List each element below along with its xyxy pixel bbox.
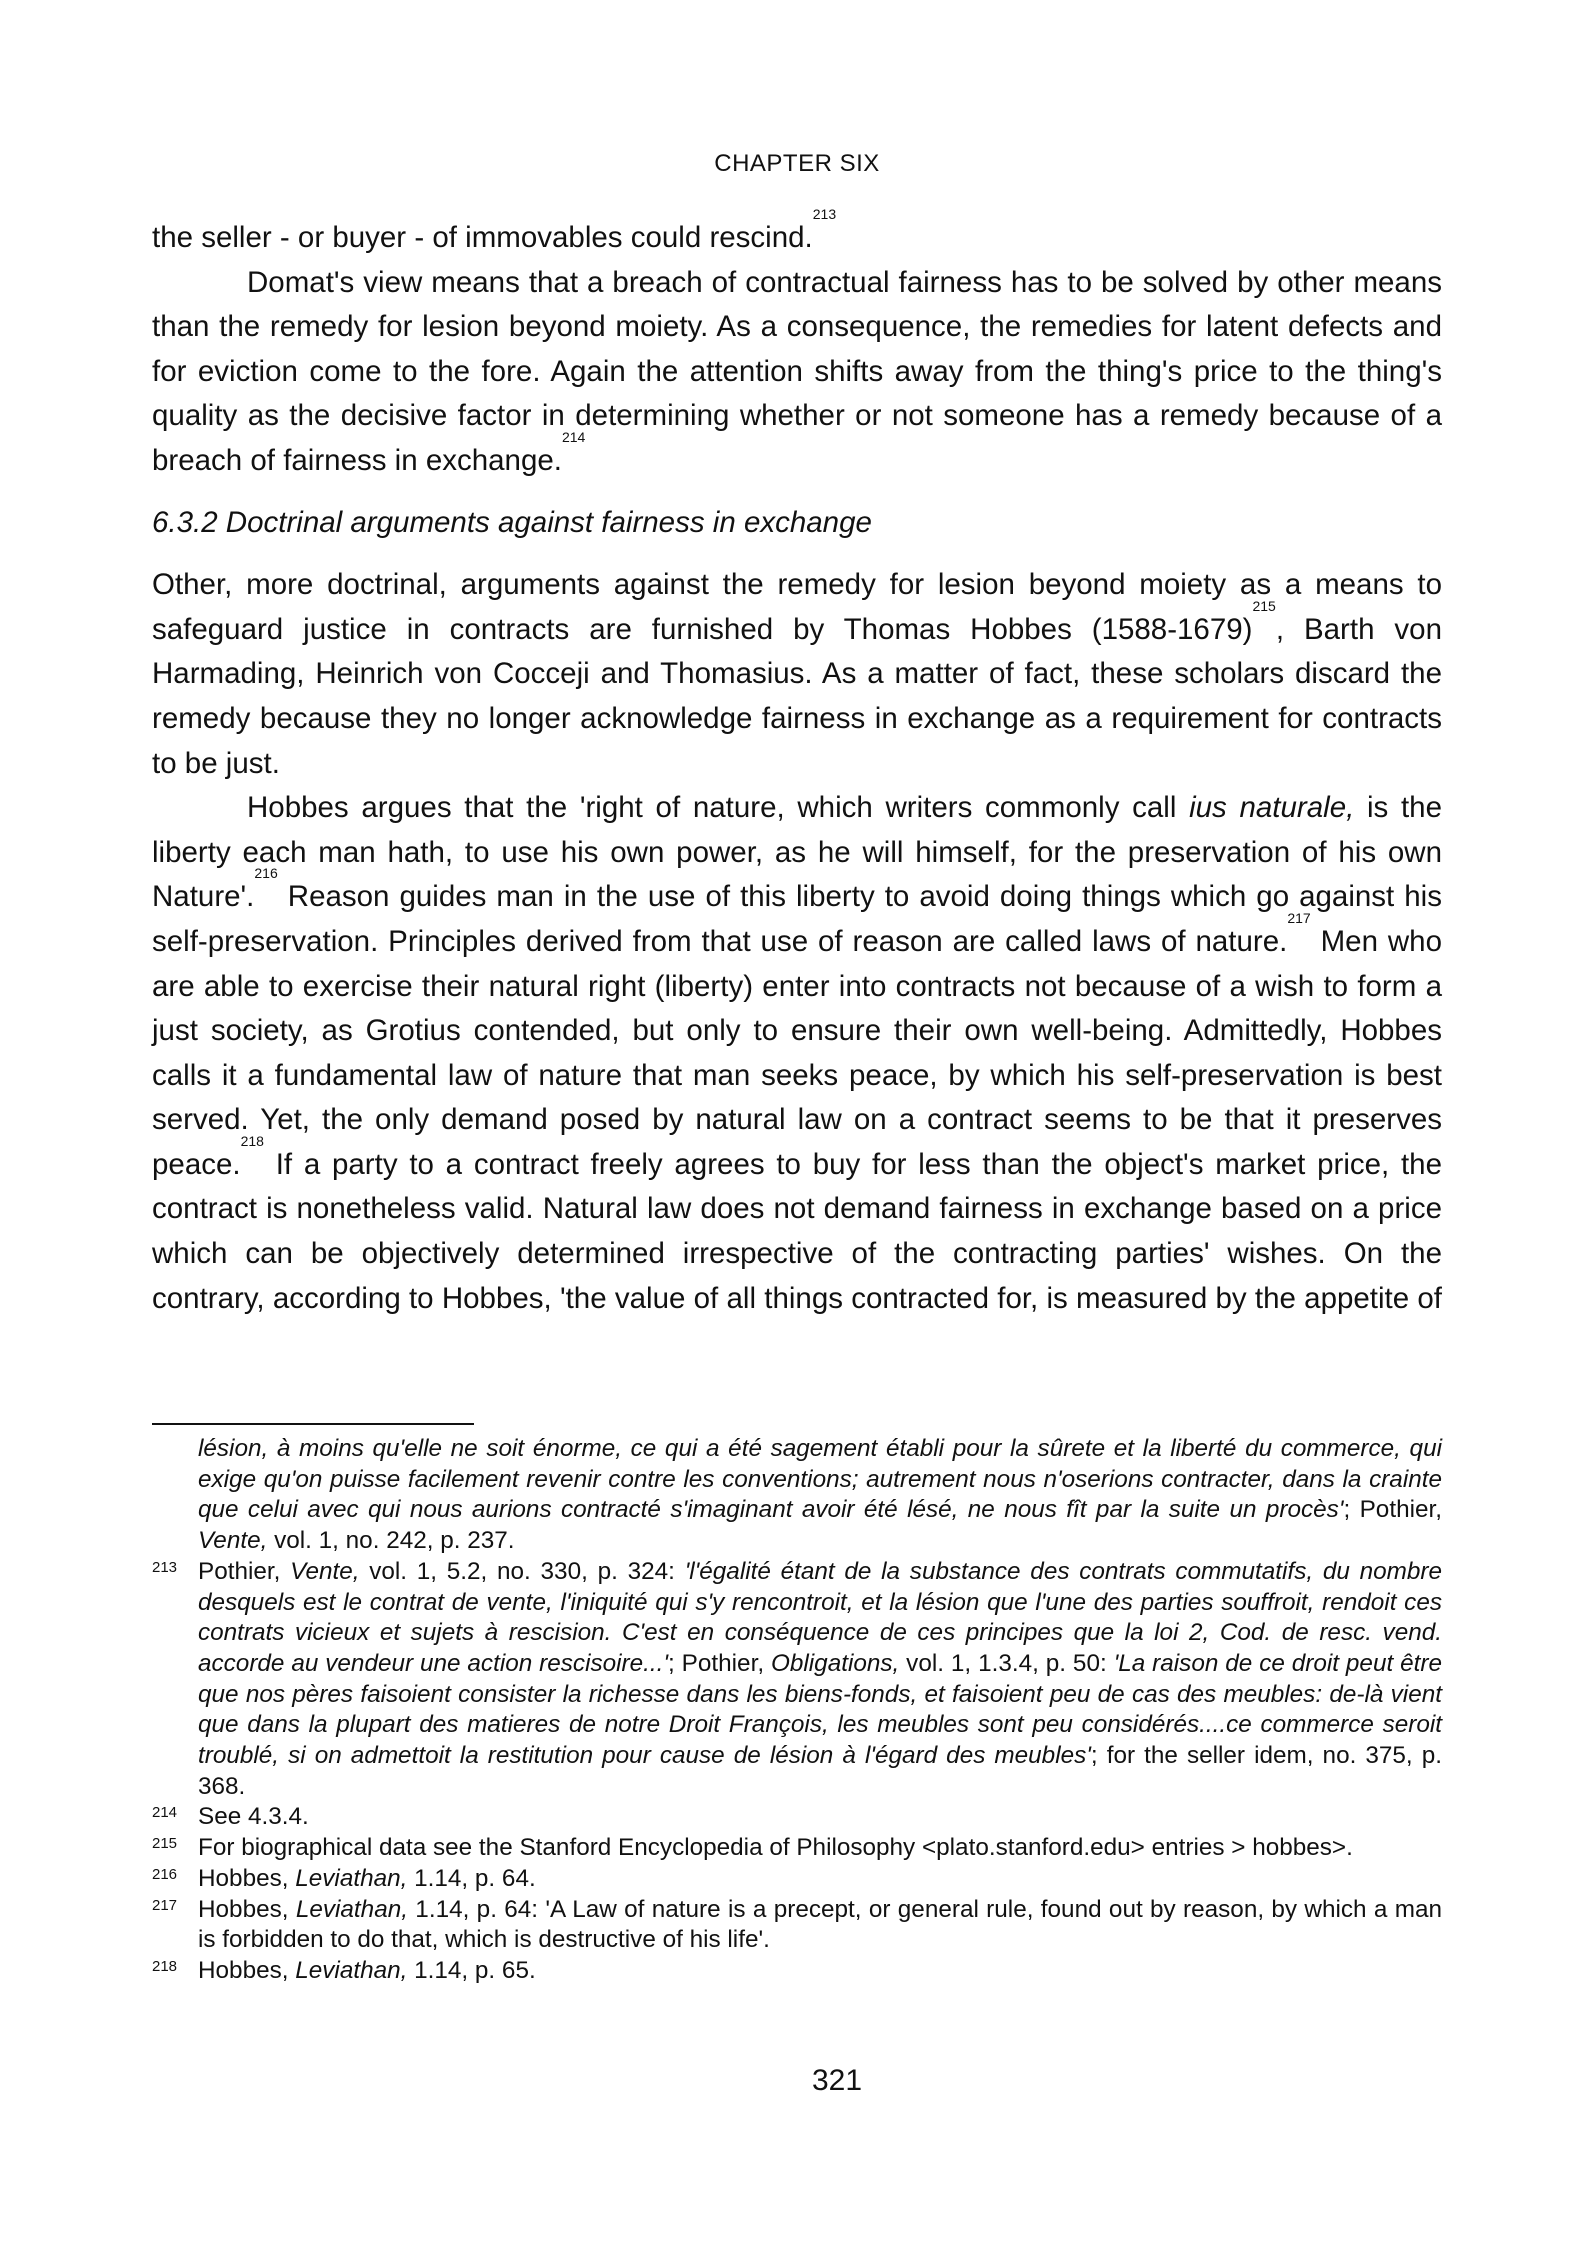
footnote-214 — [152, 1802, 1442, 1833]
text: vol. 1, no. 242, p. 237. — [267, 1527, 515, 1555]
quote: 'La raison de ce droit peut être que nos pères faisoient consister la richesse dans les biens-fonds, et faisoient peu de cas des meubles: de-là vient que dans la plupart des matieres de notre Droit François, les meubles sont peu considérés....ce commerce seroit troublé, si on admettoit la restitution pour cause de lésion à l'égard des meubles' — [198, 1649, 1442, 1770]
text: ; Pothier, — [668, 1649, 771, 1677]
quote: 'l'égalité étant de la substance des contrats commutatifs, du nombre desquels est le contrat de vente, l'iniquité qui s'y rencontroit, et la lésion que l'une des parties souffroit, rendoit ces contrats vicieux et sujets à rescision. C'est en conséquence de ces principes que la loi 2, Cod. de resc. vend. accorde au vendeur une action rescisoire...' — [198, 1557, 1442, 1677]
page-number: 321 — [811, 2064, 863, 2097]
footnote-ref[interactable]: 213 — [812, 206, 837, 222]
text: , Barth von Harmading, Heinrich von Cocceji and Thomasius. As a matter of fact, these scholars discard the remedy because they no longer acknowledge fairness in exchange as a requirement for contracts to be just. — [152, 612, 1442, 780]
title: Leviathan, — [295, 1864, 408, 1892]
title: Leviathan, — [295, 1895, 408, 1923]
footnote-number: 214 — [152, 1804, 178, 1822]
text: For biographical data see the Stanford Encyclopedia of Philosophy <plato.stanford.edu> entries > hobbes>. — [198, 1834, 1353, 1862]
text: Other, more doctrinal, arguments against the remedy for lesion beyond moiety as a means to safeguard justice in contracts are furnished by Thomas Hobbes (1588-1679) — [152, 568, 1442, 646]
text: is the liberty each man hath, to use his own power, as he will himself, for the preservation of his own Nature'. — [152, 791, 1442, 914]
text: vol. 1, 5.2, no. 330, p. 324: — [359, 1557, 685, 1585]
footnote-continuation — [152, 1434, 1442, 1557]
text: If a party to a contract freely agrees to buy for less than the object's market price, the contract is nonetheless valid. Natural law does not demand fairness in exchange based on a price which can be objectively determined irrespective of the contracting parties' wishes. On the contrary, according to Hobbes, 'the value of all things contracted for, is measured by the appetite of — [152, 1147, 1442, 1315]
footnote-number: 215 — [152, 1835, 178, 1853]
text: See 4.3.4. — [198, 1803, 309, 1831]
text: vol. 1, 1.3.4, p. 50: — [899, 1649, 1114, 1677]
footnote-ref[interactable]: 215 — [1252, 597, 1276, 614]
text: ; for the seller idem, no. 375, p. 368. — [198, 1742, 1443, 1800]
title: Leviathan, — [295, 1956, 408, 1984]
text: Reason guides man in the use of this liberty to avoid doing things which go against his self-preservation. Principles derived from that use of reason are called laws of nature. — [152, 880, 1442, 958]
footnote-213 — [152, 1557, 1442, 1803]
footnote-number: 213 — [152, 1558, 178, 1576]
text: Domat's view means that a breach of contractual fairness has to be solved by other means than the remedy for lesion beyond moiety. As a consequence, the remedies for latent defects and for eviction come to the fore. Again the attention shifts away from the thing's price to the thing's quality as the decisive factor in determining whether or not someone has a remedy because of a breach of fairness in exchange. — [152, 265, 1442, 477]
text: Hobbes, — [198, 1895, 296, 1923]
quote: lésion, à moins qu'elle ne soit énorme, ce qui a été sagement établi pour la sûrete et la liberté du commerce, qui exige qu'on puisse facilement revenir contre les conventions; autrement nous n'oserions contracter, dans la crainte que celui avec qui nous aurions contracté s'imaginant avoir été lésé, ne nous fît par la suite un procès' — [198, 1435, 1442, 1524]
section-heading: 6.3.2 Doctrinal arguments against fairness in exchange — [152, 505, 872, 539]
footnote-215 — [152, 1833, 1442, 1864]
italic-term: ius naturale, — [1189, 791, 1355, 825]
footnote-216 — [152, 1864, 1442, 1895]
text: Men who are able to exercise their natural right (liberty) enter into contracts not because of a wish to form a just society, as Grotius contended, but only to ensure their own well-being. Admittedly, Hobbes calls it a fundamental law of nature that man seeks peace, by which his self-preservation is best served. Yet, the only demand posed by natural law on a contract seems to be that it preserves peace. — [152, 924, 1442, 1181]
paragraph — [152, 786, 1442, 1321]
paragraph — [152, 261, 1442, 484]
footnote-separator — [152, 1423, 474, 1425]
text: Pothier, — [198, 1557, 291, 1585]
title: Vente, — [290, 1557, 360, 1585]
text: 1.14, p. 64: 'A Law of nature is a precept, or general rule, found out by reason, by which a man is forbidden to do that, which is destructive of his life'. — [198, 1895, 1442, 1954]
paragraph — [152, 206, 1442, 261]
text: the seller - or buyer - of immovables could rescind. — [152, 221, 813, 254]
text: ; Pothier, — [1343, 1496, 1442, 1524]
paragraph — [152, 563, 1442, 786]
footnote-218 — [152, 1956, 1442, 1987]
body-text — [152, 206, 1442, 1321]
footnote-number: 218 — [152, 1957, 178, 1975]
text: Hobbes argues that the 'right of nature, which writers commonly call — [247, 791, 1190, 825]
running-header: CHAPTER SIX — [714, 150, 880, 177]
footnote-ref[interactable]: 216 — [254, 865, 278, 882]
text: Hobbes, — [198, 1956, 296, 1984]
text: 1.14, p. 65. — [407, 1956, 536, 1984]
footnote-number: 217 — [152, 1896, 178, 1914]
footnote-217 — [152, 1895, 1442, 1956]
title: Vente, — [198, 1527, 268, 1555]
footnotes — [152, 1434, 1442, 1987]
footnote-ref[interactable]: 217 — [1287, 909, 1311, 926]
title: Obligations, — [770, 1649, 900, 1677]
text: 1.14, p. 64. — [407, 1864, 536, 1892]
footnote-ref[interactable]: 214 — [561, 428, 586, 445]
footnote-number: 216 — [152, 1865, 178, 1883]
text: Hobbes, — [198, 1864, 296, 1892]
footnote-ref[interactable]: 218 — [240, 1132, 264, 1149]
